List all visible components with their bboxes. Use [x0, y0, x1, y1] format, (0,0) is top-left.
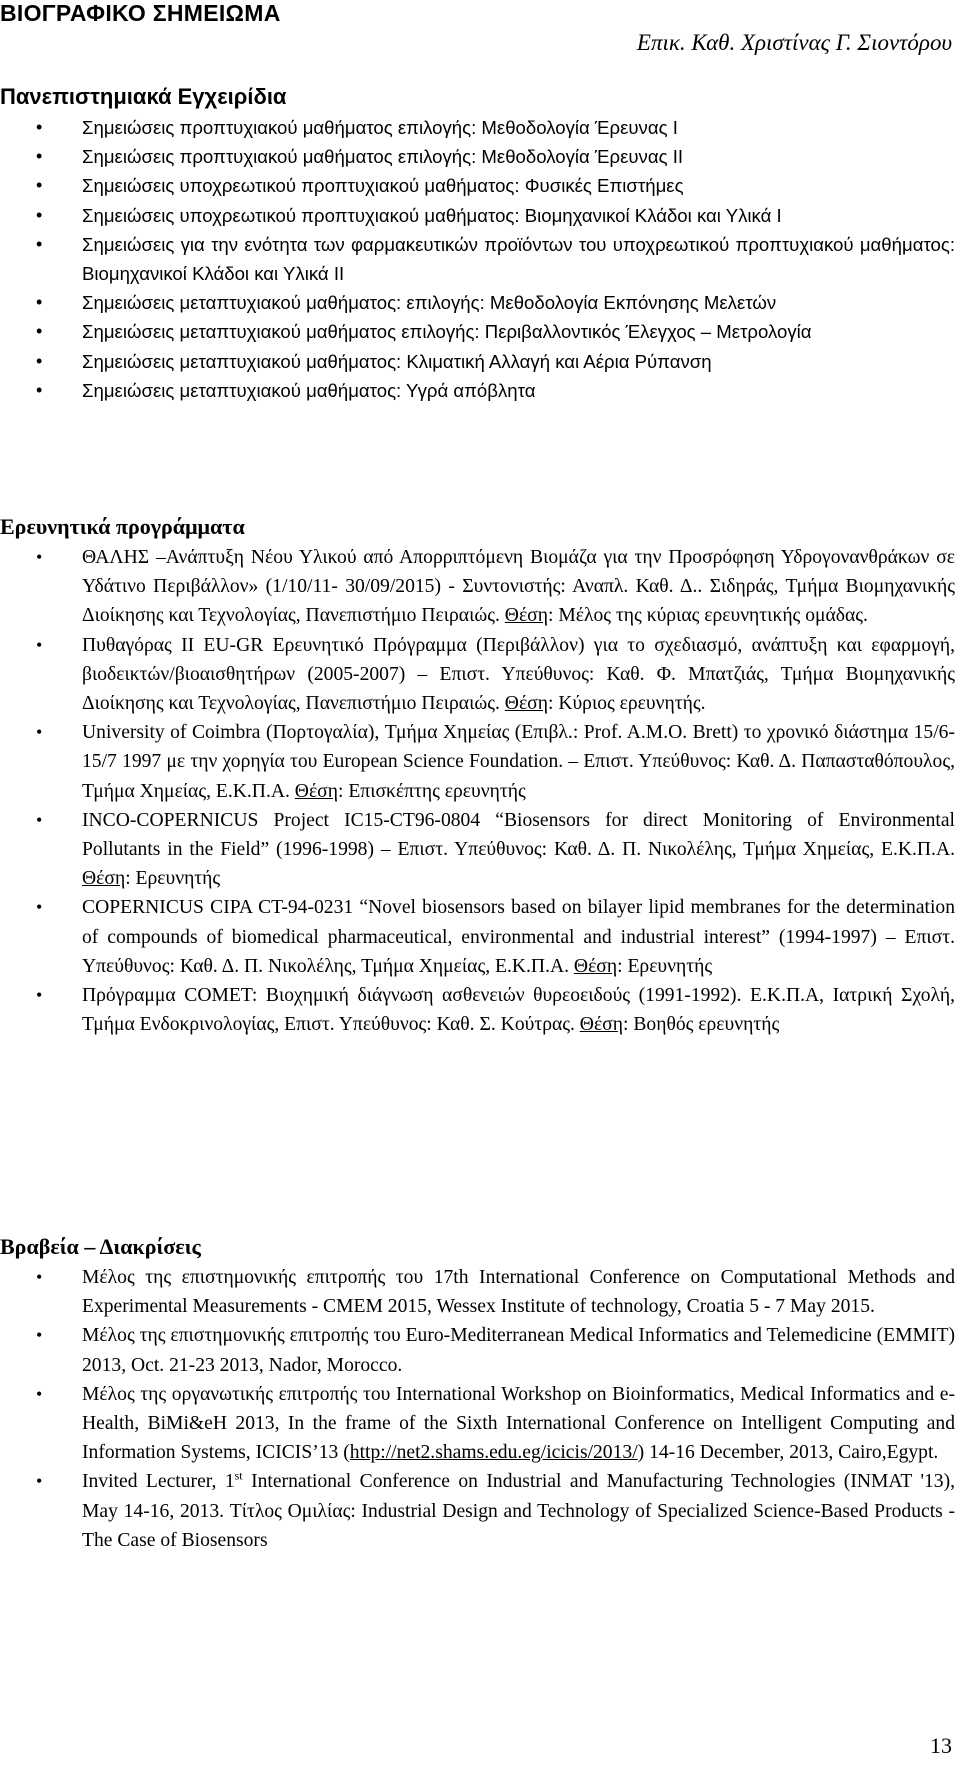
section-heading-awards: Βραβεία – Διακρίσεις	[0, 1234, 201, 1259]
conference-link[interactable]: http://net2.shams.edu.eg/icicis/2013/	[349, 1442, 638, 1464]
list-item-text: University of Coimbra (Πορτογαλία), Τμήμα Χημείας (Επιβλ.: Prof. A.M.O. Brett) το χρονικό διάστημα 15/6-15/7 1997 με την χορηγία του European Science Foundation. – Επιστ. Υπεύθυνος: Καθ. Δ. Παπασταθόπουλος, Τμήμα Χημείας, Ε.Κ.Π.Α.	[82, 722, 955, 802]
position-label: Θέση	[504, 693, 548, 715]
bullet-icon: •	[36, 321, 43, 342]
list-item	[0, 1467, 955, 1555]
position-value: : Κύριος ερευνητής.	[547, 693, 706, 715]
research-section	[0, 512, 955, 1039]
list-item-text: Σημειώσεις για την ενότητα των φαρμακευτικών προϊόντων του υποχρεωτικού προπτυχιακού μαθήματος: Βιομηχανικοί Κλάδοι και Υλικά ΙΙ	[82, 233, 955, 285]
list-item-text: INCO-COPERNICUS Project IC15-CT96-0804 “Biosensors for direct Monitoring of Environmental Pollutants in the Field” (1996-1998) – Επιστ. Υπεύθυνος: Καθ. Δ. Π. Νικολέλης, Τμήμα Χημείας, Ε.Κ.Π.Α.	[82, 809, 955, 861]
list-item	[0, 288, 955, 317]
list-item-text: ΘΑΛΗΣ –Ανάπτυξη Νέου Υλικού από Απορριπτόμενη Βιομάζα για την Προσρόφηση Υδρογονανθράκων σε Υδάτινο Περιβάλλον» (1/10/11- 30/09/2015) - Συντονιστής: Αναπλ. Καθ. Δ.. Σιδηράς, Τμήμα Βιομηχανικής Διοίκησης και Τεχνολογίας, Πανεπιστήμιο Πειραιώς.	[82, 547, 955, 627]
bullet-icon: •	[36, 722, 43, 743]
list-item-text: International Conference on Industrial and Manufacturing Technologies (INMAT '13), May 14-16, 2013. Τίτλος Ομιλίας: Industrial Design and Technology of Specialized Science-Based Products - The Case of Biosensors	[82, 1471, 955, 1551]
position-label: Θέση	[294, 780, 338, 802]
page-number: 13	[930, 1733, 952, 1758]
list-item-text: ) 14-16 December, 2013, Cairo,Egypt.	[637, 1442, 939, 1464]
list-item	[0, 317, 955, 346]
author-line: Επικ. Καθ. Χριστίνας Γ. Σιοντόρου	[636, 30, 952, 55]
list-item	[0, 201, 955, 230]
bullet-icon: •	[36, 117, 43, 137]
list-item-text: Σημειώσεις προπτυχιακού μαθήματος επιλογής: Μεθοδολογία Έρευνας Ι	[82, 117, 678, 138]
bullet-icon: •	[36, 146, 43, 167]
list-item-text: Μέλος της επιστημονικής επιτροπής του 17th International Conference on Computational Methods and Experimental Measurements - CMEM 2015, Wessex Institute of technology, Croatia 5 - 7 May 2015.	[82, 1267, 955, 1318]
list-item-text: Πρόγραμμα COMET: Βιοχημική διάγνωση ασθενειών θυρεοειδούς (1991-1992). Ε.Κ.Π.Α, Ιατρική Σχολή, Τμήμα Ενδοκρινολογίας, Επιστ. Υπεύθυνος: Καθ. Σ. Κούτρας.	[82, 985, 955, 1036]
list-item-text: Πυθαγόρας ΙΙ EU-GR Ερευνητικό Πρόγραμμα (Περιβάλλον) για το σχεδιασμό, ανάπτυξη και εφαρμογή, βιοδεικτών/βιοαισθητήρων (2005-2007) – Επιστ. Υπεύθυνος: Καθ. Φ. Μπατζιάς, Τμήμα Βιομηχανικής Διοίκησης και Τεχνολογίας, Πανεπιστήμιο Πειραιώς.	[82, 634, 955, 715]
handbooks-section	[0, 82, 955, 405]
bullet-icon: •	[36, 379, 43, 400]
list-item	[0, 981, 955, 1039]
bullet-icon: •	[36, 985, 43, 1006]
awards-section	[0, 1232, 955, 1555]
position-value: : Ερευνητής	[617, 955, 713, 977]
list-item	[0, 543, 955, 631]
list-item-text: Σημειώσεις προπτυχιακού μαθήματος επιλογής: Μεθοδολογία Έρευνας ΙΙ	[82, 146, 684, 168]
list-item-text: Σημειώσεις μεταπτυχιακού μαθήματος επιλογής: Περιβαλλοντικός Έλεγχος – Μετρολογία	[82, 321, 812, 343]
position-value: : Μέλος της κύριας ερευνητικής ομάδας.	[547, 605, 868, 627]
bullet-icon: •	[36, 547, 43, 567]
bullet-icon: •	[36, 1267, 43, 1287]
bullet-icon: •	[36, 292, 43, 313]
bullet-icon: •	[36, 634, 43, 655]
list-item	[0, 718, 955, 806]
list-item-text: Σημειώσεις υποχρεωτικού προπτυχιακού μαθήματος: Βιομηχανικοί Κλάδοι και Υλικά Ι	[82, 204, 782, 226]
list-item-text: Σημειώσεις μεταπτυχιακού μαθήματος: Κλιματική Αλλαγή και Αέρια Ρύπανση	[82, 350, 712, 372]
section-heading-research: Ερευνητικά προγράμματα	[0, 514, 245, 539]
list-item	[0, 376, 955, 405]
list-item-text: Σημειώσεις μεταπτυχιακού μαθήματος: επιλογής: Μεθοδολογία Εκπόνησης Μελετών	[82, 292, 777, 314]
research-list	[0, 543, 955, 1039]
document-title: ΒΙΟΓΡΑΦΙΚΟ ΣΗΜΕΙΩΜΑ	[0, 0, 281, 26]
bullet-icon: •	[36, 233, 43, 254]
list-item-text: COPERNICUS CIPA CT-94-0231 “Novel biosensors based on bilayer lipid membranes for the determination of compounds of biomedical pharmaceutical, environmental and industrial interest” (1994-1997) – Επιστ. Υπεύθυνος: Καθ. Δ. Π. Νικολέλης, Τμήμα Χημείας, Ε.Κ.Π.Α.	[82, 897, 955, 977]
list-item-text: Σημειώσεις μεταπτυχιακού μαθήματος: Υγρά απόβλητα	[82, 379, 536, 401]
ordinal-superscript: st	[234, 1468, 243, 1483]
position-label: Θέση	[82, 868, 126, 890]
bullet-icon: •	[36, 809, 43, 830]
awards-list	[0, 1263, 955, 1555]
bullet-icon: •	[36, 1471, 43, 1492]
list-item	[0, 113, 955, 142]
bullet-icon: •	[36, 1325, 43, 1346]
bullet-icon: •	[36, 204, 43, 225]
handbooks-list	[0, 113, 955, 405]
position-label: Θέση	[573, 955, 618, 977]
position-value: : Βοηθός ερευνητής	[622, 1014, 780, 1036]
list-item	[0, 347, 955, 376]
position-value: : Ερευνητής	[125, 868, 221, 890]
list-item	[0, 1380, 955, 1468]
bullet-icon: •	[36, 897, 43, 918]
list-item	[0, 893, 955, 981]
bullet-icon: •	[36, 1383, 43, 1404]
list-item-text: Invited Lecturer, 1	[82, 1471, 235, 1493]
list-item	[0, 171, 955, 200]
bullet-icon: •	[36, 350, 43, 371]
list-item	[0, 631, 955, 719]
section-heading-handbooks: Πανεπιστημιακά Εγχειρίδια	[0, 84, 287, 109]
list-item-text: Σημειώσεις υποχρεωτικού προπτυχιακού μαθήματος: Φυσικές Επιστήμες	[82, 175, 684, 197]
list-item	[0, 1263, 955, 1321]
list-item	[0, 806, 955, 894]
list-item-text: Μέλος της οργανωτικής επιτροπής του International Workshop on Bioinformatics, Medical Informatics and e-Health, BiMi&eH 2013, In the frame of the Sixth International Conference on Intelligent Computing and Information Systems, ICICIS’13 (	[82, 1383, 955, 1464]
list-item	[0, 230, 955, 288]
position-label: Θέση	[579, 1014, 623, 1036]
position-value: : Επισκέπτης ερευνητής	[337, 780, 526, 802]
position-label: Θέση	[504, 605, 548, 627]
bullet-icon: •	[36, 175, 43, 196]
list-item	[0, 1321, 955, 1379]
list-item	[0, 142, 955, 171]
list-item-text: Μέλος της επιστημονικής επιτροπής του Euro-Mediterranean Medical Informatics and Telemedicine (EMMIT) 2013, Oct. 21-23 2013, Nador, Morocco.	[82, 1325, 955, 1376]
